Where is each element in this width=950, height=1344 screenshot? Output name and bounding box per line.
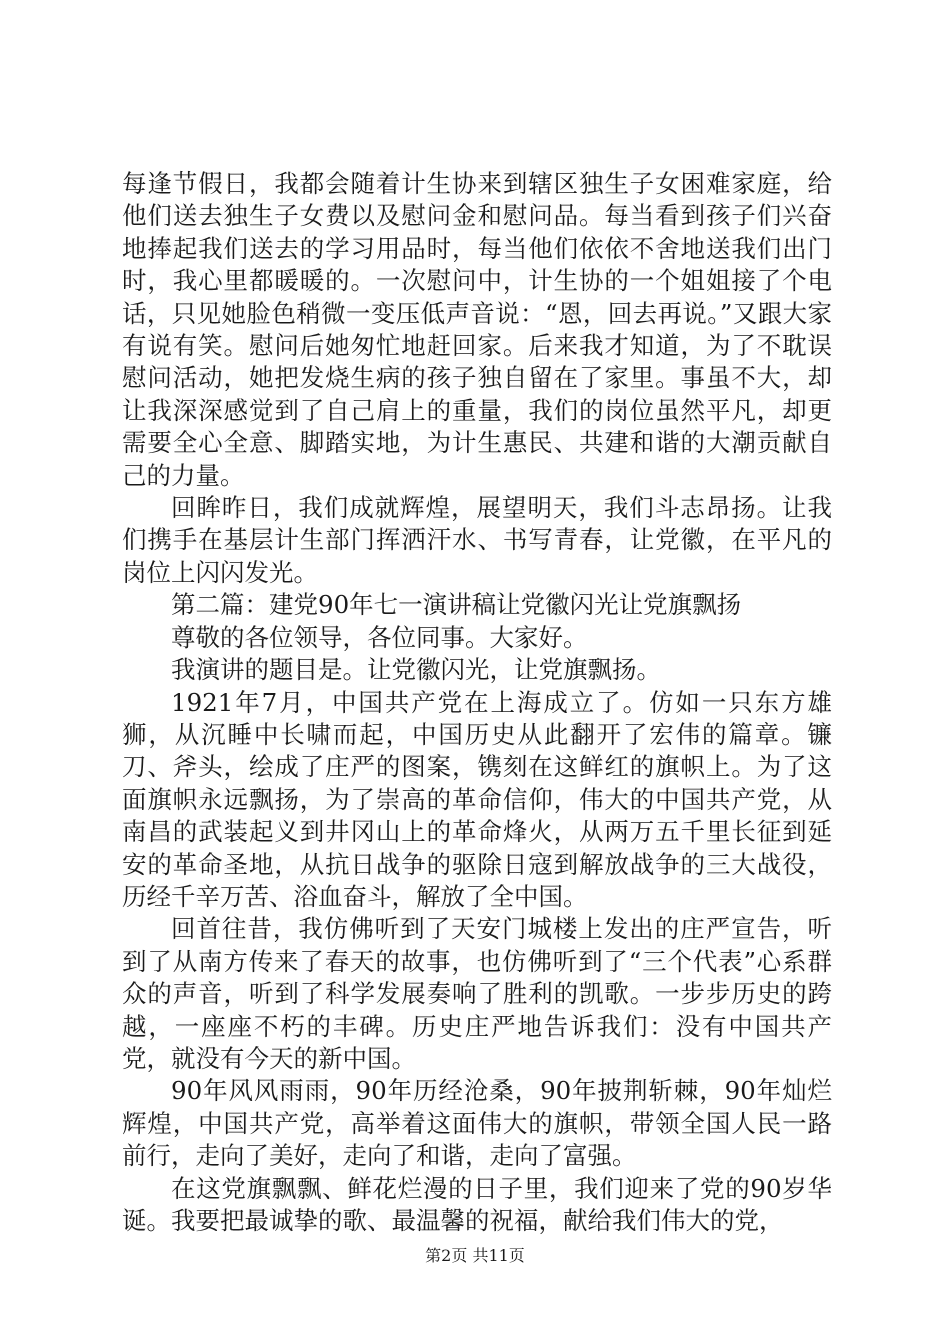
paragraph-consolation-visits: 每逢节假日，我都会随着计生协来到辖区独生子女困难家庭，给他们送去独生子女费以及慰问金和慰问品。每当看到孩子们兴奋地捧起我们送去的学习用品时，每当他们依依不舍地送我们出门时，我心里都暖暖的。一次慰问中，计生协的一个姐姐接了个电话，只见她脸色稍微一变压低声音说：“恩，回去再说。”又跟大家有说有笑。慰问后她匆忙地赶回家。后来我才知道，为了不耽误慰问活动，她把发烧生病的孩子独自留在了家里。事虽不大，却让我深深感觉到了自己肩上的重量，我们的岗位虽然平凡，却更需要全心全意、脚踏实地，为计生惠民、共建和谐的大潮贡献自己的力量。 <box>122 169 832 490</box>
paragraph-party-founding: 1921年7月，中国共产党在上海成立了。仿如一只东方雄狮，从沉睡中长啸而起，中国历史从此翻开了宏伟的篇章。镰刀、斧头，绘成了庄严的图案，镌刻在这鲜红的旗帜上。为了这面旗帜永远飘扬，为了崇高的革命信仰，伟大的中国共产党，从南昌的武装起义到井冈山上的革命烽火，从两万五千里长征到延安的革命圣地，从抗日战争的驱除日寇到解放战争的三大战役，历经千辛万苦、浴血奋斗，解放了全中国。 <box>122 687 832 911</box>
paragraph-ninety-years: 90年风风雨雨，90年历经沧桑，90年披荆斩棘，90年灿烂辉煌，中国共产党，高举着这面伟大的旗帜，带领全国人民一路前行，走向了美好，走向了和谐，走向了富强。 <box>122 1076 832 1171</box>
paragraph-looking-back: 回眸昨日，我们成就辉煌，展望明天，我们斗志昂扬。让我们携手在基层计生部门挥洒汗水、书写青春，让党徽，在平凡的岗位上闪闪发光。 <box>122 493 832 587</box>
paragraph-speech-title: 我演讲的题目是。让党徽闪光，让党旗飘扬。 <box>171 655 661 685</box>
paragraph-greeting: 尊敬的各位领导，各位同事。大家好。 <box>171 622 588 652</box>
paragraph-anniversary: 在这党旗飘飘、鲜花烂漫的日子里，我们迎来了党的90岁华诞。我要把最诚挚的歌、最温馨的祝福，献给我们伟大的党， <box>122 1173 832 1235</box>
paragraph-history-review: 回首往昔，我仿佛听到了天安门城楼上发出的庄严宣告，听到了从南方传来了春天的故事，也仿佛听到了“三个代表”心系群众的声音，听到了科学发展奏响了胜利的凯歌。一步步历史的跨越，一座座不朽的丰碑。历史庄严地告诉我们：没有中国共产党，就没有今天的新中国。 <box>122 914 832 1073</box>
page-footer: 第2页 共11页 <box>425 1246 525 1265</box>
section-heading-part-two: 第二篇：建党90年七一演讲稿让党徽闪光让党旗飘扬 <box>171 590 742 620</box>
document-body <box>122 168 832 1237</box>
